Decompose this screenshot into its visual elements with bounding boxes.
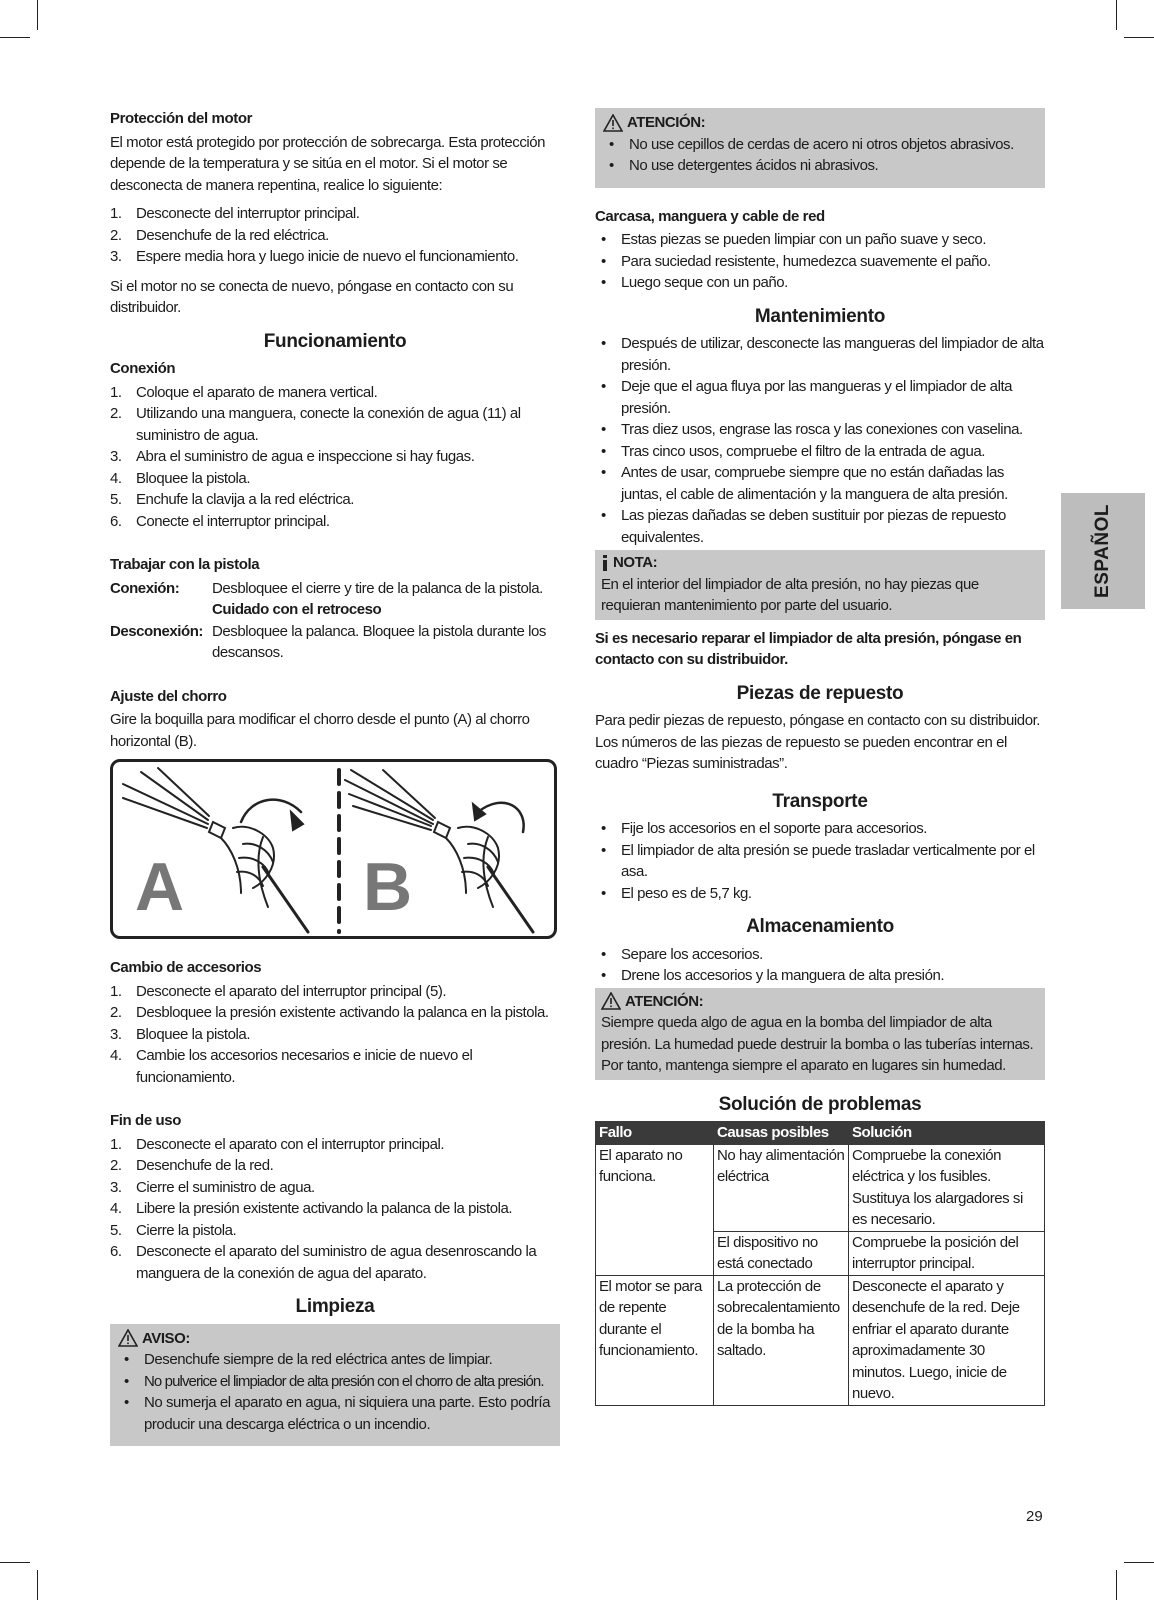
list-item: 1. Coloque el aparato de manera vertical.	[110, 383, 378, 401]
attention-box	[595, 988, 1045, 1080]
bullet-list	[595, 944, 1045, 987]
spray-adjustment-figure	[110, 759, 557, 939]
section-title: Almacenamiento	[746, 916, 894, 937]
list-item: 3. Bloquee la pistola.	[110, 1025, 251, 1043]
list-item: • Drene los accesorios y la manguera de alta presión.	[601, 967, 945, 984]
section-subtitle: Carcasa, manguera y cable de red	[595, 207, 825, 225]
section-subtitle: Fin de uso	[110, 1112, 182, 1129]
list-item: • Las piezas dañadas se deben sustituir por piezas de repuesto equivalentes.	[601, 507, 1006, 546]
list-item: 4. Libere la presión existente activando la palanca de la pistola.	[110, 1200, 513, 1217]
note-text: En el interior del limpiador de alta presión, no hay piezas que requieran mantenimiento por parte del usuario.	[601, 575, 979, 614]
finger-lines	[237, 844, 273, 886]
section-title: Mantenimiento	[754, 305, 886, 327]
warning-triangle-icon	[603, 114, 623, 132]
list-item: • Para suciedad resistente, humedezca suavemente el paño.	[601, 252, 991, 270]
list-item: • Estas piezas se pueden limpiar con un paño suave y seco.	[601, 231, 987, 248]
list-item: • El peso es de 5,7 kg.	[601, 884, 752, 902]
bold-paragraph: Si es necesario reparar el limpiador de alta presión, póngase en contacto con su distribuidor.	[595, 629, 1022, 668]
nozzle	[209, 822, 225, 838]
spray-line	[141, 772, 208, 820]
note-box	[595, 550, 1045, 620]
list-item: • Tras cinco usos, compruebe el filtro de la entrada de agua.	[601, 442, 985, 460]
table-cell: No hay alimentación eléctrica	[714, 1144, 849, 1231]
crop-mark	[1116, 1570, 1117, 1600]
definition: Desbloquee la palanca. Bloquee la pistola durante los descansos.	[212, 622, 546, 661]
crop-mark	[37, 1570, 38, 1600]
attention-heading: ATENCIÓN:	[603, 112, 1037, 134]
paragraph: El motor está protegido por protección de sobrecarga. Esta protección depende de la temperatura y se sitúa en el motor. Si el motor se desconecta de manera repentina, realice lo siguiente:	[110, 133, 546, 194]
list-item: 3. Cierre el suministro de agua.	[110, 1178, 315, 1196]
list-item: 3. Abra el suministro de agua e inspeccione si hay fugas.	[110, 448, 475, 465]
nozzle	[434, 822, 450, 838]
crop-mark	[1124, 1562, 1154, 1563]
bullet-list	[603, 134, 1037, 177]
section-title: Piezas de repuesto	[736, 682, 904, 704]
table-row	[596, 1144, 1045, 1231]
numbered-list	[110, 981, 560, 1089]
language-tab	[1061, 493, 1145, 609]
label-a: A	[135, 849, 184, 925]
table-header-row	[596, 1122, 1045, 1145]
info-icon	[601, 555, 609, 571]
list-item: • No use detergentes ácidos ni abrasivos.	[609, 157, 879, 174]
numbered-list	[110, 1134, 560, 1285]
list-item: 2. Utilizando una manguera, conecte la conexión de agua (11) al suministro de agua.	[110, 405, 521, 444]
table-cell: Compruebe la posición del interruptor principal.	[849, 1231, 1045, 1275]
list-item: 1. Desconecte del interruptor principal.	[110, 205, 360, 222]
crop-mark	[1116, 0, 1117, 30]
list-item: 4. Bloquee la pistola.	[110, 469, 251, 487]
list-item: • Tras diez usos, engrase las rosca y las conexiones con vaselina.	[601, 421, 1023, 438]
numbered-list	[110, 203, 560, 268]
finger-lines	[462, 844, 498, 886]
table-cell: El motor se para de repente durante el funcionamiento.	[596, 1275, 714, 1405]
list-item: 5. Enchufe la clavija a la red eléctrica.	[110, 491, 355, 508]
paragraph: Para pedir piezas de repuesto, póngase en contacto con su distribuidor. Los números de las piezas de repuesto se pueden encontrar en el cuadro “Piezas suministradas”.	[595, 712, 1041, 772]
crop-mark	[37, 0, 38, 30]
list-item: • No sumerja el aparato en agua, ni siquiera una parte. Esto podría producir una descarga eléctrica o un incendio.	[124, 1394, 551, 1433]
table-row	[596, 1275, 1045, 1405]
arrow-head	[291, 812, 303, 830]
bullet-list	[595, 333, 1045, 548]
section-title: Limpieza	[295, 1296, 375, 1317]
bullet-list	[595, 229, 1045, 294]
list-item: 1. Desconecte el aparato del interruptor principal (5).	[110, 982, 447, 1000]
bullet-list	[595, 818, 1045, 904]
table-cell: La protección de sobrecalentamiento de la bomba ha saltado.	[714, 1275, 849, 1405]
list-item: 2. Desenchufe de la red.	[110, 1157, 274, 1174]
language-tab-label: ESPAÑOL	[1092, 504, 1113, 598]
list-item: 6. Conecte el interruptor principal.	[110, 512, 330, 530]
list-item: • Después de utilizar, desconecte las mangueras del limpiador de alta presión.	[601, 335, 1044, 374]
troubleshooting-table	[595, 1121, 1045, 1406]
list-item: 1. Desconecte el aparato con el interruptor principal.	[110, 1135, 445, 1153]
spray-line	[349, 794, 431, 826]
list-item: 2. Desenchufe de la red eléctrica.	[110, 226, 329, 244]
lance	[488, 867, 533, 932]
section-subtitle: Conexión	[110, 360, 176, 377]
spray-line	[158, 768, 209, 816]
note-heading: NOTA:	[601, 552, 1039, 574]
list-item: • Fije los accesorios en el soporte para accesorios.	[601, 820, 927, 837]
crop-mark	[0, 1562, 30, 1563]
table-header: Causas posibles	[714, 1122, 849, 1145]
attention-heading: ATENCIÓN:	[601, 991, 1039, 1013]
section-subtitle: Protección del motor	[110, 110, 253, 127]
spray-illustration	[113, 762, 554, 936]
section-subtitle: Trabajar con la pistola	[110, 556, 260, 573]
list-item: • Luego seque con un paño.	[601, 274, 788, 291]
table-header: Fallo	[596, 1122, 714, 1145]
warning-box	[110, 1324, 560, 1447]
list-item: • El limpiador de alta presión se puede trasladar verticalmente por el asa.	[601, 841, 1035, 880]
right-column	[595, 108, 1045, 1406]
term: Desconexión:	[110, 622, 203, 640]
list-item: 3. Espere media hora y luego inicie de nuevo el funcionamiento.	[110, 248, 519, 265]
table-cell: Compruebe la conexión eléctrica y los fusibles. Sustituya los alargadores si es necesario.	[849, 1144, 1045, 1231]
section-title: Solución de problemas	[718, 1093, 922, 1115]
attention-text: Siempre queda algo de agua en la bomba del limpiador de alta presión. La humedad puede destruir la bomba o las tuberías internas. Por tanto, mantenga siempre el aparato en lugares sin humedad.	[601, 1014, 1034, 1074]
warning-triangle-icon	[118, 1329, 138, 1347]
paragraph: Si el motor no se conecta de nuevo, póngase en contacto con su distribuidor.	[110, 277, 514, 316]
crop-mark	[1124, 37, 1154, 38]
definition: Desbloquee el cierre y tire de la palanca de la pistola. Cuidado con el retroceso	[212, 579, 543, 618]
lance	[263, 867, 308, 932]
section-subtitle: Cambio de accesorios	[110, 959, 262, 976]
page-number: 29	[1026, 1508, 1043, 1525]
list-item: • No pulverice el limpiador de alta presión con el chorro de alta presión.	[124, 1372, 544, 1390]
section-title: Transporte	[772, 790, 868, 812]
list-item: 5. Cierre la pistola.	[110, 1221, 237, 1239]
paragraph: Gire la boquilla para modificar el chorro desde el punto (A) al chorro horizontal (B).	[110, 711, 530, 750]
list-item: • Desenchufe siempre de la red eléctrica antes de limpiar.	[124, 1351, 493, 1368]
table-header: Solución	[849, 1122, 1045, 1145]
bullet-list	[118, 1349, 552, 1435]
list-item: • Antes de usar, compruebe siempre que no están dañadas las juntas, el cable de alimentación y la manguera de alta presión.	[601, 464, 1008, 503]
term: Conexión:	[110, 579, 180, 597]
rotation-arrow	[478, 803, 524, 832]
warning-triangle-icon	[601, 992, 621, 1010]
list-item: 6. Desconecte el aparato del suministro de agua desenroscando la manguera de la conexión de agua del aparato.	[110, 1243, 537, 1282]
list-item: • No use cepillos de cerdas de acero ni otros objetos abrasivos.	[609, 135, 1014, 153]
label-b: B	[363, 849, 412, 925]
table-cell: El aparato no funciona.	[596, 1144, 714, 1275]
warning-heading: AVISO:	[118, 1328, 552, 1350]
table-cell: Desconecte el aparato y desenchufe de la red. Deje enfriar el aparato durante aproximadamente 30 minutos. Luego, inicie de nuevo.	[849, 1275, 1045, 1405]
numbered-list	[110, 382, 560, 533]
list-item: 4. Cambie los accesorios necesarios e inicie de nuevo el funcionamiento.	[110, 1047, 473, 1086]
arrow-head	[473, 804, 485, 820]
table-cell: El dispositivo no está conectado	[714, 1231, 849, 1275]
section-subtitle: Ajuste del chorro	[110, 687, 227, 705]
crop-mark	[0, 37, 30, 38]
list-item: 2. Desbloquee la presión existente activando la palanca en la pistola.	[110, 1004, 549, 1021]
section-title: Funcionamiento	[263, 330, 407, 352]
list-item: • Separe los accesorios.	[601, 945, 763, 963]
definition-list	[110, 578, 560, 664]
list-item: • Deje que el agua fluya por las mangueras y el limpiador de alta presión.	[601, 378, 1013, 417]
left-column	[110, 108, 560, 1454]
attention-box	[595, 108, 1045, 188]
